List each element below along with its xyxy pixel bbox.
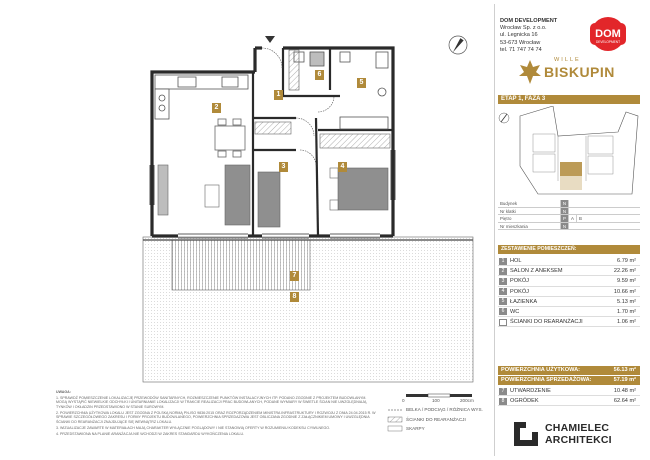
rooms-table xyxy=(498,256,640,327)
architect-logo xyxy=(512,418,644,450)
room-label-3: 3 xyxy=(279,162,288,172)
terrace-area xyxy=(172,240,310,290)
dom-logo xyxy=(586,16,630,52)
dining-table xyxy=(215,119,245,157)
project-name: BISKUPIN xyxy=(544,64,615,80)
company-legal: Wrocław Sp. z o.o. xyxy=(500,25,547,32)
room-label-8: 8 xyxy=(290,292,299,302)
panel-divider xyxy=(494,4,495,456)
info-row-floor: Piętro P A B xyxy=(498,215,640,223)
legend xyxy=(384,388,494,448)
room-label-5: 5 xyxy=(357,78,366,88)
extra-row: 8 OGRÓDEK 62.64 m² xyxy=(498,396,640,406)
room-row: 3 POKÓJ 9.59 m² xyxy=(498,276,640,286)
room-row: 4 POKÓJ 10.66 m² xyxy=(498,287,640,297)
extra-row: 7 UTWARDZENIE 10.48 m² xyxy=(498,386,640,396)
info-row-apartment: Nr mieszkania N xyxy=(498,223,640,231)
bathroom-fixtures xyxy=(294,52,388,129)
apartment-highlight xyxy=(560,162,582,176)
scale-label-100: 100 xyxy=(432,398,440,403)
company-name: DOM DEVELOPMENT xyxy=(500,18,558,24)
company-city: 53-673 Wrocław xyxy=(500,39,541,46)
note-item: 2. POWIERZCHNIA UŻYTKOWA LOKALU JEST ZGODNA Z POLSKĄ NORMĄ PN-ISO 9836:2015 ORAZ ROZPORZĄDZENIEM MINISTRA INFRASTRUKTURY I ROZWOJU Z DNIA 24.04.2015 R. W SPRAWIE SZCZEGÓŁOWEGO ZAKRESU I FORMY PROJEKTU BUDOWLANEGO, POWIERZCHNIA SPRZEDAŻOWA JEST OBLICZANA ZGODNIE Z ZAŁĄCZNIKIEM UMOWY I UWZGLĘDNIA ŚCIANKI DO REARANŻACJI ZNAJDUJĄCE SIĘ WEWNĄTRZ LOKALU. xyxy=(56,410,376,424)
room-label-4: 4 xyxy=(338,162,347,172)
project-logo xyxy=(518,55,618,91)
architect-name-1: CHAMIELEC xyxy=(545,422,610,434)
usable-area-label: POWIERZCHNIA UŻYTKOWA: xyxy=(501,367,581,373)
legend-beam: BELKA / PODCIĄG / RÓŻNICA WYS. xyxy=(406,407,483,412)
note-item: 4. PRZEDSTAWIONA NA PLANIE ARANŻACJA NIE WCHODZI W ZAKRES STANDARDU WYKOŃCZENIA LOKALU. xyxy=(56,431,245,436)
scale-label-0: 0 xyxy=(402,398,405,403)
room-row-rearrangement: ŚCIANKI DO REARANŻACJI 1.06 m² xyxy=(498,317,640,327)
company-street: ul. Legnicka 16 xyxy=(500,32,538,39)
notes-heading: UWAGA: xyxy=(56,390,71,394)
leaf-icon xyxy=(518,59,542,85)
rooms-header: ZESTAWIENIE POMIESZCZEŃ: xyxy=(498,245,640,254)
notes-section xyxy=(56,390,378,438)
compass-icon xyxy=(449,36,467,54)
room-row: 1 HOL 6.79 m² xyxy=(498,256,640,266)
info-row-building: Budynek N xyxy=(498,200,640,208)
project-pre: WILLE xyxy=(554,57,581,63)
company-phone: tel. 71 747 74 74 xyxy=(500,46,542,53)
company-address xyxy=(500,18,557,54)
usable-area-bar xyxy=(498,366,640,375)
legend-slopes: SKARPY xyxy=(406,426,425,431)
sale-area-label: POWIERZCHNIA SPRZEDAŻOWA: xyxy=(501,377,592,383)
building-key-plan xyxy=(498,106,640,196)
room-row: 6 WC 1.70 m² xyxy=(498,307,640,317)
architect-name-2: ARCHITEKCI xyxy=(545,434,612,446)
info-panel xyxy=(496,0,644,460)
architect-mark-icon xyxy=(512,420,540,448)
dom-logo-sub: DEVELOPMENT xyxy=(595,40,621,44)
bedroom-4-bed xyxy=(320,134,390,210)
legend-walls: ŚCIANKI DO REARANŻACJI xyxy=(406,417,466,422)
entrance-arrow xyxy=(265,36,275,43)
usable-area-value: 56.13 m² xyxy=(613,367,636,373)
room-label-2: 2 xyxy=(212,103,221,113)
info-row-staircase: Nr klatki N xyxy=(498,208,640,216)
dom-logo-text: DOM xyxy=(595,28,621,40)
room-label-7: 7 xyxy=(290,271,299,281)
extras-table xyxy=(498,386,640,406)
bedroom-3-furniture xyxy=(255,122,291,227)
note-item: 3. WIZUALIZACJE ZAWARTE W MATERIAŁACH MAJĄ CHARAKTER WYŁĄCZNIE POGLĄDOWY I NIE STANOWIĄ OFERTY W ROZUMIENIU KODEKSU CYWILNEGO. xyxy=(56,425,331,430)
kitchen-counter xyxy=(155,75,248,119)
building-info-table xyxy=(498,200,640,230)
room-label-1: 1 xyxy=(274,90,283,100)
hatch-swatch xyxy=(499,319,507,326)
room-label-6: 6 xyxy=(315,70,324,80)
living-sofa xyxy=(158,165,250,225)
scale-label-200: 200cm xyxy=(460,398,474,403)
sale-area-value: 57.19 m² xyxy=(613,377,636,383)
room-row: 5 ŁAZIENKA 5.13 m² xyxy=(498,297,640,307)
hall-wardrobe xyxy=(289,50,299,90)
stage-bar: ETAP 1, FAZA 3 xyxy=(498,95,640,104)
room-row: 2 SALON Z ANEKSEM 22.26 m² xyxy=(498,266,640,276)
sale-area-bar xyxy=(498,376,640,385)
note-item: 1. SPRAWDŹ POMIESZCZENIE LOKALIZACJĘ PRZEWODÓW SANITARNYCH, ROZMIESZCZENIE PUNKTÓW INSTALACYJNYCH ITP. PODANO ZGODNIE Z PROJEKTEM BUDOWLANYM. MOGĄ WYSTĄPIĆ NIEWIELKIE ODCHYŁKI I UNITARNIANIE LOKALIZACJI W TRAKCIE REALIZACJI PRAC BUDOWLANYCH, PODANE WYMIARY W ŚWIETLE ŚCIAN NIE UWZGLĘDNIAJĄ TYNKÓW I OKŁADZIN PRZEDSTAWIONO W STANIE SUROWYM. xyxy=(56,395,367,409)
